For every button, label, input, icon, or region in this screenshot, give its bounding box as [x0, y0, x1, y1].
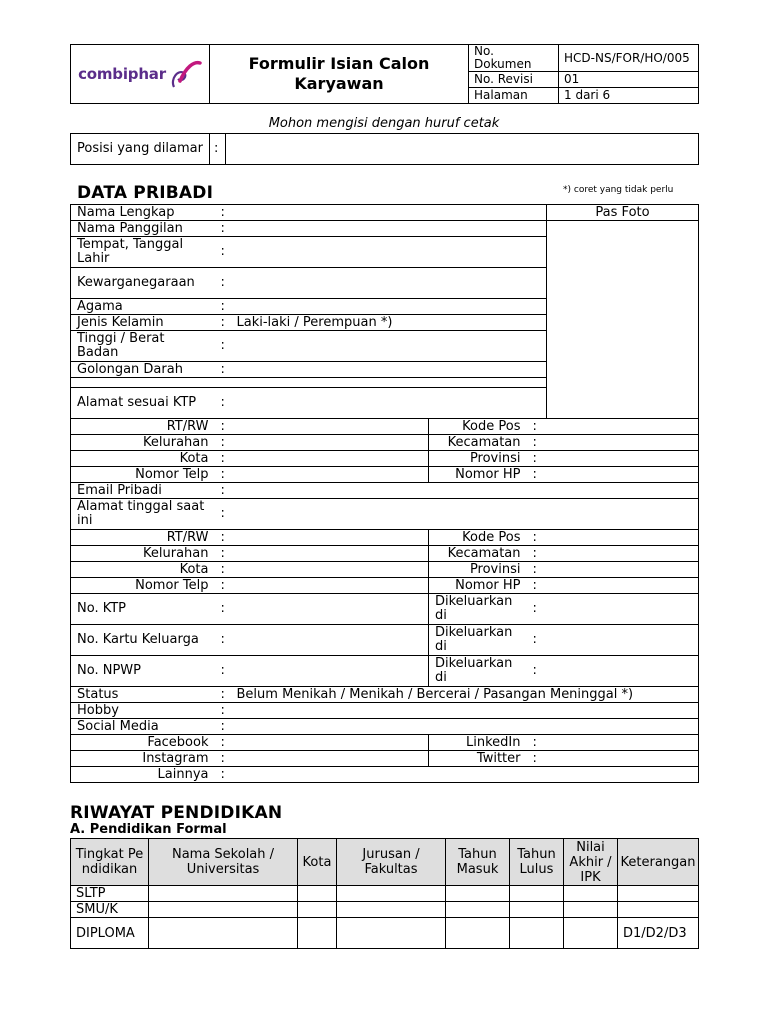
- colon: :: [215, 483, 231, 499]
- document-title: Formulir Isian Calon Karyawan: [210, 45, 469, 104]
- table-cell[interactable]: [564, 902, 618, 918]
- golongan-darah-field[interactable]: [231, 362, 547, 378]
- table-cell[interactable]: [149, 886, 298, 902]
- field-label: Nama Lengkap: [71, 205, 215, 221]
- colon: :: [215, 435, 231, 451]
- education-level: SLTP: [71, 886, 149, 902]
- column-header: Nilai Akhir / IPK: [564, 839, 618, 886]
- no-kk-field[interactable]: [231, 625, 429, 656]
- nomor-hp-field[interactable]: [545, 467, 699, 483]
- table-cell[interactable]: [149, 918, 298, 949]
- field-label: Facebook: [71, 735, 215, 751]
- field-label: Kelurahan: [71, 435, 215, 451]
- colon: :: [215, 530, 231, 546]
- kewarganegaraan-field[interactable]: [231, 268, 547, 299]
- kelurahan-field[interactable]: [231, 546, 429, 562]
- field-label: Kota: [71, 562, 215, 578]
- rt-rw-field[interactable]: [231, 419, 429, 435]
- table-row: [71, 918, 699, 949]
- column-header: Tingkat Pendidikan: [71, 839, 149, 886]
- column-header: Jurusan / Fakultas: [337, 839, 446, 886]
- field-label: Tinggi / Berat Badan: [71, 331, 215, 362]
- field-label: Kecamatan: [429, 546, 527, 562]
- field-label: Jenis Kelamin: [71, 315, 215, 331]
- colon: :: [215, 719, 231, 735]
- dikeluarkan-field[interactable]: [545, 656, 699, 687]
- colon: :: [215, 767, 231, 783]
- instagram-field[interactable]: [231, 751, 429, 767]
- colon: :: [215, 687, 231, 703]
- field-label: Alamat tinggal saat ini: [71, 499, 215, 530]
- column-header: Kota: [298, 839, 337, 886]
- company-logo-icon: [168, 59, 202, 89]
- colon: :: [215, 562, 231, 578]
- education-level: DIPLOMA: [71, 918, 149, 949]
- colon: :: [215, 751, 231, 767]
- position-label: Posisi yang dilamar: [71, 134, 210, 165]
- table-row: [71, 886, 699, 902]
- field-label: No. Kartu Keluarga: [71, 625, 215, 656]
- field-label: No. KTP: [71, 594, 215, 625]
- colon: :: [215, 656, 231, 687]
- kelurahan-field[interactable]: [231, 435, 429, 451]
- nomor-telp-field[interactable]: [231, 467, 429, 483]
- table-cell[interactable]: [446, 886, 510, 902]
- table-cell[interactable]: [298, 886, 337, 902]
- status-options[interactable]: Belum Menikah / Menikah / Bercerai / Pasangan Meninggal *): [231, 687, 699, 703]
- colon: :: [215, 205, 231, 221]
- linkedin-field[interactable]: [545, 735, 699, 751]
- dikeluarkan-field[interactable]: [545, 594, 699, 625]
- no-ktp-field[interactable]: [231, 594, 429, 625]
- field-label: Dikeluarkan di: [429, 594, 527, 625]
- ttl-field[interactable]: [231, 237, 547, 268]
- strike-note: *) coret yang tidak perlu: [563, 185, 674, 195]
- colon: :: [527, 735, 545, 751]
- colon: :: [527, 546, 545, 562]
- field-label: LinkedIn: [429, 735, 527, 751]
- colon: :: [215, 221, 231, 237]
- kecamatan-field[interactable]: [545, 435, 699, 451]
- education-note: D1/D2/D3: [618, 918, 699, 949]
- colon: :: [215, 315, 231, 331]
- meta-value: 1 dari 6: [559, 88, 699, 104]
- table-cell[interactable]: [510, 918, 564, 949]
- field-label: No. NPWP: [71, 656, 215, 687]
- table-cell[interactable]: [564, 886, 618, 902]
- field-label: Lainnya: [71, 767, 215, 783]
- rt-rw-field[interactable]: [231, 530, 429, 546]
- field-label: Nomor HP: [429, 578, 527, 594]
- table-cell[interactable]: [446, 918, 510, 949]
- colon: :: [527, 435, 545, 451]
- photo-label: Pas Foto: [547, 205, 699, 221]
- colon: :: [215, 331, 231, 362]
- personal-data-table: [70, 204, 699, 783]
- field-label: RT/RW: [71, 419, 215, 435]
- spacer-row: [71, 378, 547, 388]
- field-label: Twitter: [429, 751, 527, 767]
- provinsi-field[interactable]: [545, 562, 699, 578]
- field-label: Hobby: [71, 703, 215, 719]
- colon: :: [527, 530, 545, 546]
- document-header: [70, 44, 699, 104]
- position-field[interactable]: [226, 134, 699, 165]
- field-label: Golongan Darah: [71, 362, 215, 378]
- field-label: Tempat, Tanggal Lahir: [71, 237, 215, 268]
- colon: :: [527, 451, 545, 467]
- lainnya-field[interactable]: [231, 767, 699, 783]
- colon: :: [215, 451, 231, 467]
- field-label: Nomor HP: [429, 467, 527, 483]
- position-table: [70, 133, 699, 165]
- field-label: Instagram: [71, 751, 215, 767]
- column-header: Tahun Lulus: [510, 839, 564, 886]
- colon: :: [215, 703, 231, 719]
- field-label: Status: [71, 687, 215, 703]
- column-header: Keterangan: [618, 839, 699, 886]
- logo-cell: [71, 45, 210, 104]
- field-label: Social Media: [71, 719, 215, 735]
- no-npwp-field[interactable]: [231, 656, 429, 687]
- field-label: Alamat sesuai KTP: [71, 388, 215, 419]
- colon: :: [215, 268, 231, 299]
- colon: :: [215, 578, 231, 594]
- tinggi-berat-field[interactable]: [231, 331, 547, 362]
- meta-label: Halaman: [469, 88, 559, 104]
- colon: :: [527, 578, 545, 594]
- nomor-hp-field[interactable]: [545, 578, 699, 594]
- company-logo-text: combiphar: [78, 64, 166, 83]
- meta-label: No. Dokumen: [469, 45, 559, 72]
- colon: :: [215, 546, 231, 562]
- field-label: Agama: [71, 299, 215, 315]
- education-note[interactable]: [618, 902, 699, 918]
- nomor-telp-field[interactable]: [231, 578, 429, 594]
- colon: :: [210, 134, 226, 165]
- colon: :: [215, 499, 231, 530]
- field-label: Dikeluarkan di: [429, 656, 527, 687]
- education-level: SMU/K: [71, 902, 149, 918]
- agama-field[interactable]: [231, 299, 547, 315]
- facebook-field[interactable]: [231, 735, 429, 751]
- colon: :: [527, 419, 545, 435]
- field-label: RT/RW: [71, 530, 215, 546]
- meta-value: HCD-NS/FOR/HO/005: [559, 45, 699, 72]
- table-cell[interactable]: [337, 902, 446, 918]
- kode-pos-field[interactable]: [545, 419, 699, 435]
- colon: :: [215, 594, 231, 625]
- kota-field[interactable]: [231, 451, 429, 467]
- table-cell[interactable]: [510, 902, 564, 918]
- section-heading-personal: DATA PRIBADI: [77, 183, 214, 203]
- field-label: Kecamatan: [429, 435, 527, 451]
- field-label: Kota: [71, 451, 215, 467]
- colon: :: [527, 594, 545, 625]
- alamat-ktp-field[interactable]: [231, 388, 699, 419]
- table-cell[interactable]: [337, 886, 446, 902]
- table-cell[interactable]: [446, 902, 510, 918]
- provinsi-field[interactable]: [545, 451, 699, 467]
- instruction-text: Mohon mengisi dengan huruf cetak: [268, 116, 500, 131]
- colon: :: [215, 735, 231, 751]
- email-field[interactable]: [231, 483, 699, 499]
- alamat-tinggal-field[interactable]: [231, 499, 699, 530]
- column-header: Tahun Masuk: [446, 839, 510, 886]
- meta-value: 01: [559, 72, 699, 88]
- nama-lengkap-field[interactable]: [231, 205, 547, 221]
- education-table: [70, 838, 699, 949]
- dikeluarkan-field[interactable]: [545, 625, 699, 656]
- hobby-field[interactable]: [231, 703, 699, 719]
- colon: :: [215, 388, 231, 419]
- colon: :: [527, 562, 545, 578]
- subsection-heading-formal: A. Pendidikan Formal: [70, 822, 227, 837]
- field-label: Nama Panggilan: [71, 221, 215, 237]
- colon: :: [215, 362, 231, 378]
- colon: :: [215, 625, 231, 656]
- social-media-field[interactable]: [231, 719, 699, 735]
- colon: :: [527, 625, 545, 656]
- field-label: Nomor Telp: [71, 578, 215, 594]
- kota-field[interactable]: [231, 562, 429, 578]
- table-row: [71, 902, 699, 918]
- column-header: Nama Sekolah / Universitas: [149, 839, 298, 886]
- colon: :: [527, 467, 545, 483]
- table-cell[interactable]: [298, 918, 337, 949]
- colon: :: [215, 419, 231, 435]
- nama-panggilan-field[interactable]: [231, 221, 547, 237]
- field-label: Nomor Telp: [71, 467, 215, 483]
- section-heading-education: RIWAYAT PENDIDIKAN: [70, 803, 283, 823]
- field-label: Email Pribadi: [71, 483, 215, 499]
- field-label: Dikeluarkan di: [429, 625, 527, 656]
- table-cell[interactable]: [149, 902, 298, 918]
- table-cell[interactable]: [337, 918, 446, 949]
- colon: :: [215, 237, 231, 268]
- table-cell[interactable]: [564, 918, 618, 949]
- kode-pos-field[interactable]: [545, 530, 699, 546]
- education-note[interactable]: [618, 886, 699, 902]
- colon: :: [527, 751, 545, 767]
- field-label: Kewarganegaraan: [71, 268, 215, 299]
- field-label: Provinsi: [429, 451, 527, 467]
- field-label: Kode Pos: [429, 530, 527, 546]
- field-label: Kode Pos: [429, 419, 527, 435]
- field-label: Provinsi: [429, 562, 527, 578]
- twitter-field[interactable]: [545, 751, 699, 767]
- kecamatan-field[interactable]: [545, 546, 699, 562]
- colon: :: [215, 299, 231, 315]
- meta-label: No. Revisi: [469, 72, 559, 88]
- table-cell[interactable]: [298, 902, 337, 918]
- table-cell[interactable]: [510, 886, 564, 902]
- jenis-kelamin-options[interactable]: Laki-laki / Perempuan *): [231, 315, 547, 331]
- field-label: Kelurahan: [71, 546, 215, 562]
- colon: :: [527, 656, 545, 687]
- colon: :: [215, 467, 231, 483]
